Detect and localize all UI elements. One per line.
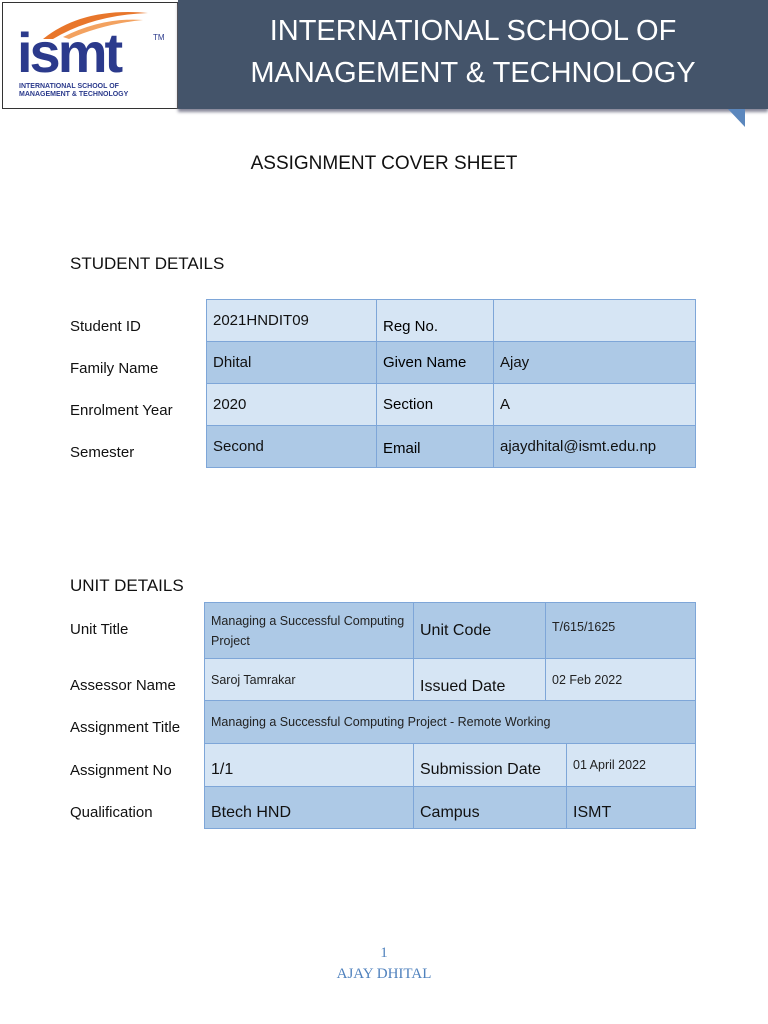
assignment-no-value: 1/1 xyxy=(204,743,414,787)
label-qualification: Qualification xyxy=(70,804,153,821)
semester-value: Second xyxy=(206,425,377,468)
student-details-heading: STUDENT DETAILS xyxy=(70,254,225,273)
email-label: Email xyxy=(376,425,494,468)
document-title: ASSIGNMENT COVER SHEET xyxy=(250,153,518,174)
logo-tm: TM xyxy=(153,33,165,42)
unit-code-value: T/615/1625 xyxy=(545,602,696,659)
assessor-name-value: Saroj Tamrakar xyxy=(204,658,414,701)
banner-corner-decoration xyxy=(728,109,745,127)
unit-title-value: Managing a Successful Computing Project xyxy=(204,602,414,659)
label-unit-title: Unit Title xyxy=(70,621,129,638)
logo-subtitle: INTERNATIONAL SCHOOL OF MANAGEMENT & TECHNOLOGY xyxy=(19,83,129,98)
student-id-value: 2021HNDIT09 xyxy=(206,299,377,342)
label-family-name: Family Name xyxy=(70,360,159,377)
label-enrolment-year: Enrolment Year xyxy=(70,402,173,419)
unit-details-heading: UNIT DETAILS xyxy=(70,576,184,595)
label-assignment-title: Assignment Title xyxy=(70,719,181,736)
submission-date-label: Submission Date xyxy=(413,743,567,787)
unit-code-label: Unit Code xyxy=(413,602,546,659)
logo-text: ismt xyxy=(17,21,121,84)
banner-title-line1: INTERNATIONAL SCHOOL OF xyxy=(269,15,677,47)
submission-date-value: 01 April 2022 xyxy=(566,743,696,787)
label-semester: Semester xyxy=(70,444,135,461)
label-assessor-name: Assessor Name xyxy=(70,677,176,694)
enrolment-year-value: 2020 xyxy=(206,383,377,426)
family-name-value: Dhital xyxy=(206,341,377,384)
given-name-value: Ajay xyxy=(493,341,696,384)
issued-date-value: 02 Feb 2022 xyxy=(545,658,696,701)
page-number: 1 xyxy=(380,945,388,961)
campus-value: ISMT xyxy=(566,786,696,829)
label-assignment-no: Assignment No xyxy=(70,762,172,779)
reg-no-label: Reg No. xyxy=(376,299,494,342)
label-student-id: Student ID xyxy=(70,318,141,335)
qualification-value: Btech HND xyxy=(204,786,414,829)
email-value: ajaydhital@ismt.edu.np xyxy=(493,425,696,468)
section-label: Section xyxy=(376,383,494,426)
issued-date-label: Issued Date xyxy=(413,658,546,701)
given-name-label: Given Name xyxy=(376,341,494,384)
campus-label: Campus xyxy=(413,786,567,829)
banner-title-line2: MANAGEMENT & TECHNOLOGY xyxy=(250,57,696,89)
footer-author: AJAY DHITAL xyxy=(336,966,432,982)
assignment-title-value: Managing a Successful Computing Project - Remote Working xyxy=(204,700,696,744)
section-value: A xyxy=(493,383,696,426)
header-banner xyxy=(178,0,768,109)
reg-no-value xyxy=(493,299,696,342)
ismt-logo xyxy=(2,2,178,109)
